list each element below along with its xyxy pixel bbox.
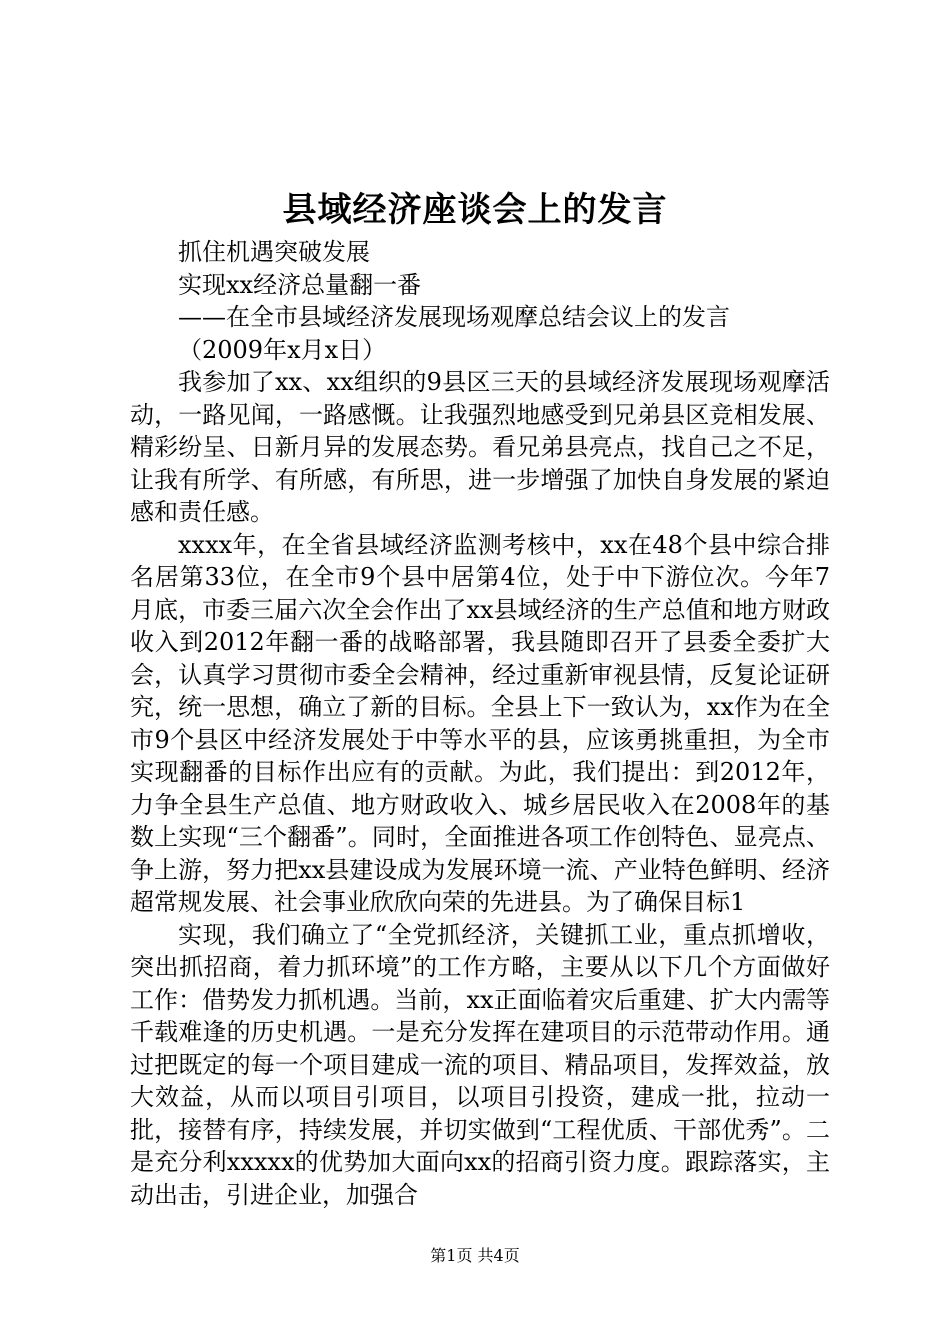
paragraph: xxxx年，在全省县域经济监测考核中，xx在48个县中综合排名居第33位，在全市9个县中居第4位，处于中下游位次。今年7月底，市委三届六次全会作出了xx县域经济的生产总值和地方财政收入到2012年翻一番的战略部署，我县随即召开了县委全委扩大会，认真学习贯彻市委全会精神，经过重新审视县情，反复论证研究，统一思想，确立了新的目标。全县上下一致认为，xx作为在全市9个县区中经济发展处于中等水平的县，应该勇挑重担，为全市实现翻番的目标作出应有的贡献。为此，我们提出：到2012年，力争全县生产总值、地方财政收入、城乡居民收入在2008年的基数上实现“三个翻番”。同时，全面推进各项工作创特色、显亮点、争上游，努力把xx县建设成为发展环境一流、产业特色鲜明、经济超常规发展、社会事业欣欣向荣的先进县。为了确保目标1	[130, 530, 830, 916]
date-line: （2009年x月x日）	[178, 335, 387, 364]
subtitle-line-1: 抓住机遇突破发展	[178, 238, 370, 266]
paragraph: 我参加了xx、xx组织的9县区三天的县域经济发展现场观摩活动，一路见闻，一路感慨。让我强烈地感受到兄弟县区竞相发展、精彩纷呈、日新月异的发展态势。看兄弟县亮点，找自己之不足，让我有所学、有所感，有所思，进一步增强了加快自身发展的紧迫感和责任感。	[130, 368, 830, 526]
page-title: 县域经济座谈会上的发言	[282, 190, 668, 230]
subtitle-line-2: 实现xx经济总量翻一番	[178, 270, 422, 299]
document-body	[130, 236, 830, 1211]
subtitle-line-3: ——在全市县域经济发展现场观摩总结会议上的发言	[178, 303, 730, 331]
page-footer: 第1页 共4页	[430, 1246, 520, 1265]
paragraph: 实现，我们确立了“全党抓经济，关键抓工业，重点抓增收，突出抓招商，着力抓环境”的工作方略，主要从以下几个方面做好工作：借势发力抓机遇。当前，xx正面临着灾后重建、扩大内需等千载难逢的历史机遇。一是充分发挥在建项目的示范带动作用。通过把既定的每一个项目建成一流的项目、精品项目，发挥效益，放大效益，从而以项目引项目，以项目引投资，建成一批，拉动一批，接替有序，持续发展，并切实做到“工程优质、干部优秀”。二是充分利xxxxx的优势加大面向xx的招商引资力度。跟踪落实，主动出击，引进企业，加强合	[130, 920, 830, 1209]
